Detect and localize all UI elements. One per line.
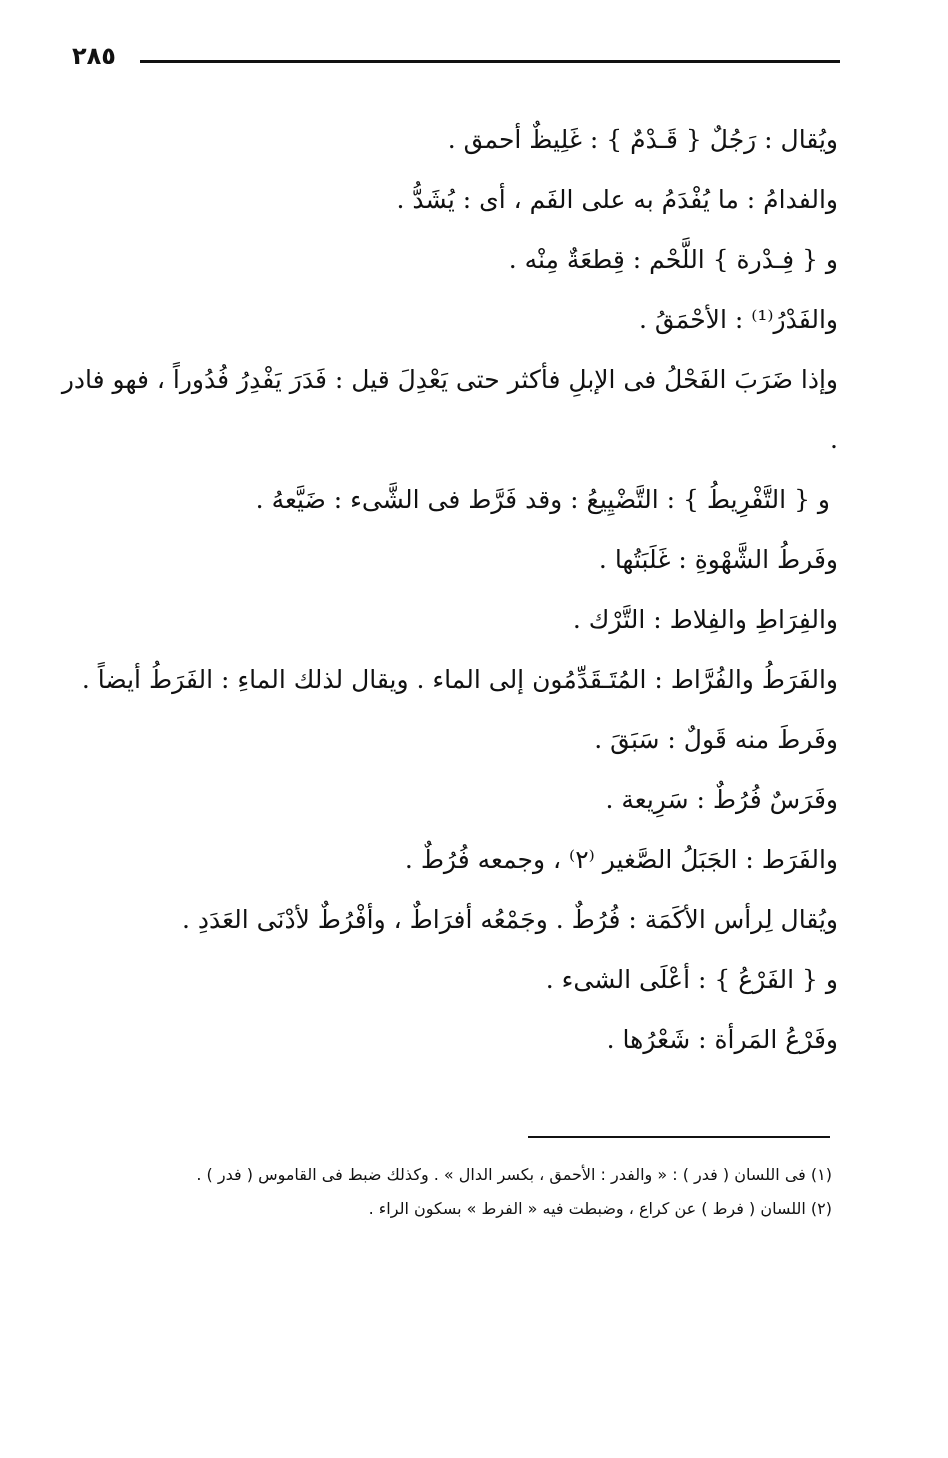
page-number: ٢٨٥: [72, 42, 116, 70]
text-line: وفَرَسٌ فُرُطٌ : سَرِيعة .: [605, 785, 838, 814]
footnote: (١) فى اللسان ( فدر ) : « والفدر : الأحمق ، بكسر الدال » . وكذلك ضبط فى القاموس ( فدر ) .: [196, 1165, 832, 1184]
text-line: و { التَّفْرِيطُ } : التَّضْيِيعُ : وقد فَرَّط فى الشَّىء : ضَيَّعهُ .: [255, 485, 830, 514]
text-line: وفَرطَ منه قَولٌ : سَبَقَ .: [594, 725, 838, 754]
text-line: والفَدْرُ⁽¹⁾ : الأحْمَقُ .: [639, 305, 838, 334]
text-line: والفدامُ : ما يُفْدَمُ به على الفَم ، أى : يُشَدُّ .: [396, 185, 838, 214]
footnotes: [20, 1158, 832, 1226]
text-line: وإذا ضَرَبَ الفَحْلُ فى الإبلِ فأكثر حتى يَعْدِلَ قيل : فَدَرَ يَفْدِرُ فُدُوراً ، فهو فادر .: [61, 365, 838, 454]
text-line: وفَرطُ الشَّهْوةِ : غَلَبَتُها .: [598, 545, 838, 574]
text-line: و { فِـدْرة } اللَّحْم : قِطعَةٌ مِنْه .: [508, 245, 838, 274]
text-line: وفَرْعُ المَرأة : شَعْرُها .: [606, 1025, 838, 1054]
body-text: [48, 110, 838, 1070]
footnote: (٢) اللسان ( فرط ) عن كراع ، وضبطت فيه « الفرط » بسكون الراء .: [368, 1199, 832, 1218]
header-rule: [140, 60, 840, 63]
text-line: ويُقال : رَجُلٌ { قَـدْمٌ } : غَلِيظٌ أحمق .: [447, 125, 838, 154]
text-line: والفِرَاطِ والفِلاط : التَّرْك .: [572, 605, 838, 634]
text-line: ويُقال لِرأس الأكَمَة : فُرُطٌ . وجَمْعُه أفرَاطٌ ، وأفْرُطٌ لأدْنَى العَدَدِ .: [181, 905, 838, 934]
text-line: و { الفَرْعُ } : أعْلَى الشىء .: [545, 965, 838, 994]
text-line: والفَرَط : الجَبَلُ الصَّغير ⁽٢⁾ ، وجمعه فُرُطٌ .: [404, 845, 838, 874]
text-line: والفَرَطُ والفُرَّاط : المُتَـقَدِّمُون إلى الماء . ويقال لذلك الماءِ : الفَرَطُ أيضاً .: [81, 665, 838, 694]
footnote-rule: [528, 1136, 830, 1138]
